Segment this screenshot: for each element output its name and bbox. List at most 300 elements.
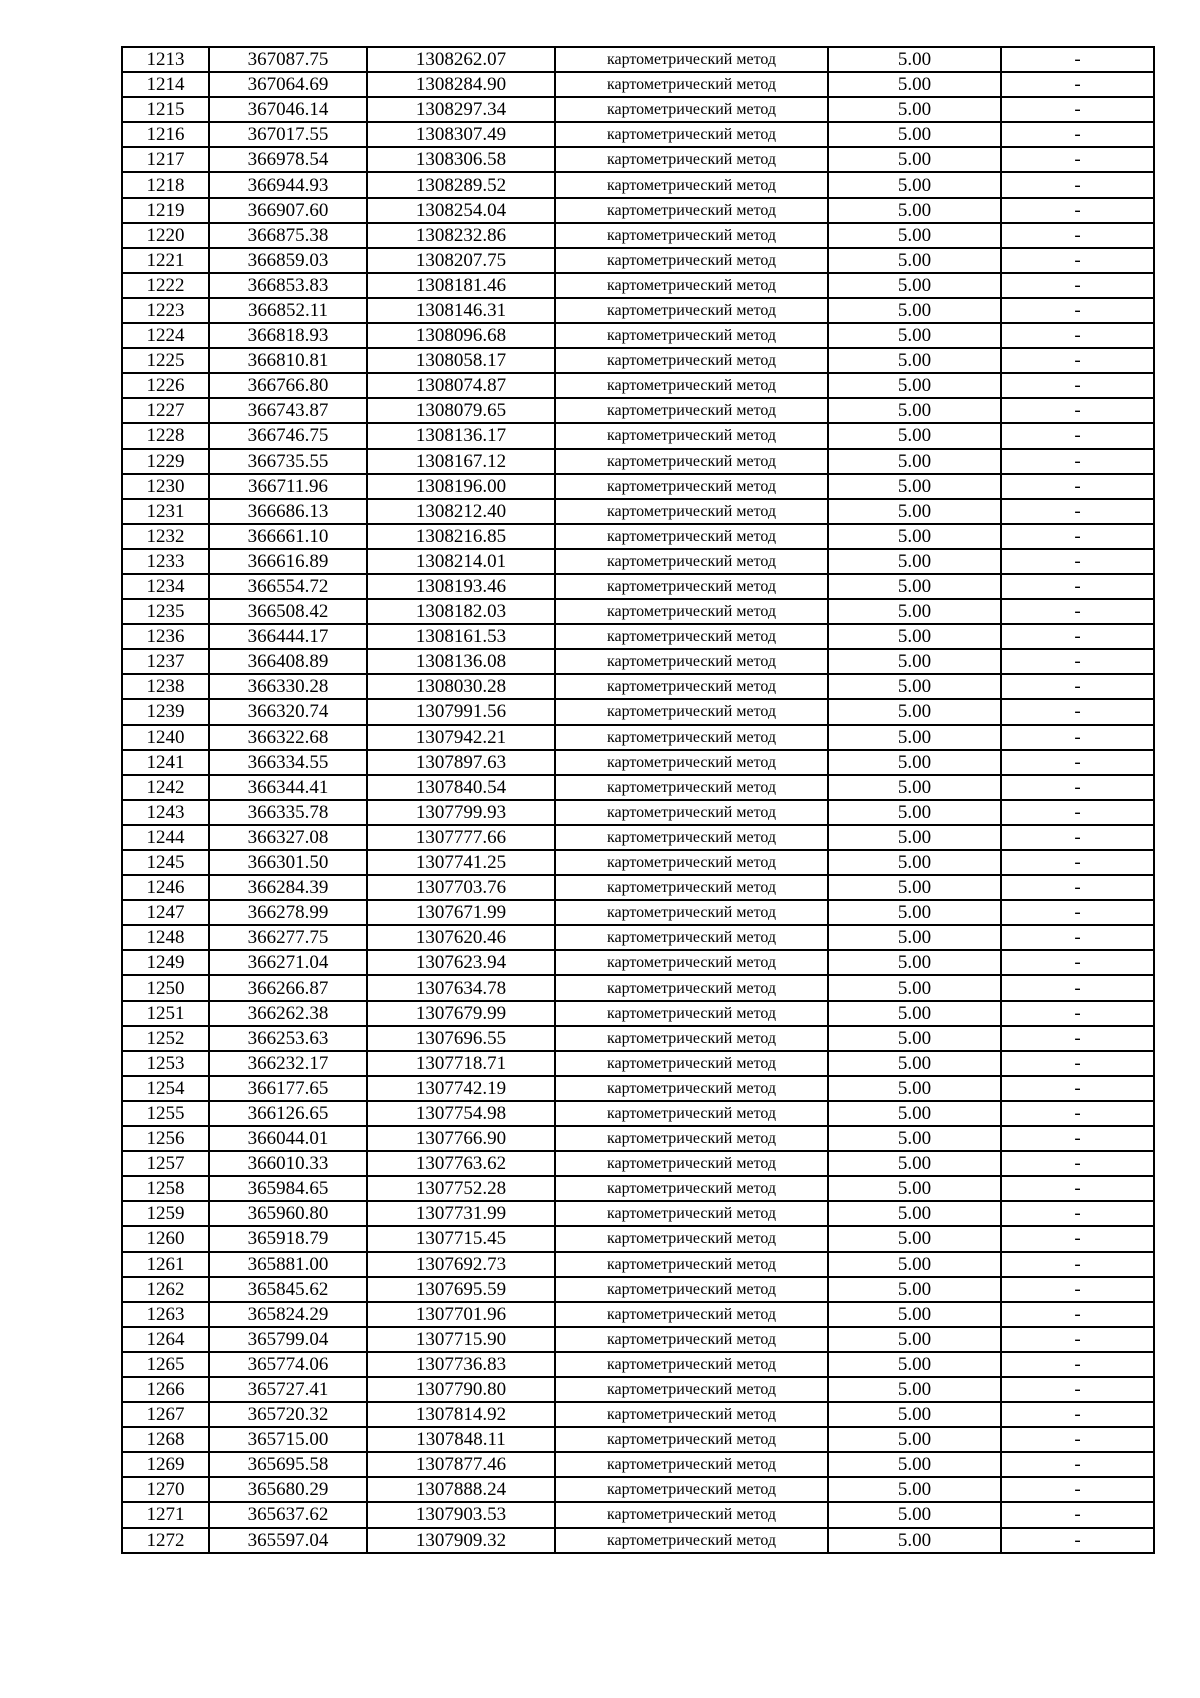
method-cell: картометрический метод [555, 775, 828, 800]
y-coordinate-cell: 1308096.68 [367, 323, 555, 348]
method-cell: картометрический метод [555, 975, 828, 1000]
precision-cell: 5.00 [828, 1176, 1001, 1201]
y-coordinate-cell: 1308214.01 [367, 549, 555, 574]
method-cell: картометрический метод [555, 348, 828, 373]
precision-cell: 5.00 [828, 549, 1001, 574]
note-cell: - [1001, 1001, 1154, 1026]
precision-cell: 5.00 [828, 1452, 1001, 1477]
point-number-cell: 1264 [122, 1327, 209, 1352]
method-cell: картометрический метод [555, 850, 828, 875]
note-cell: - [1001, 725, 1154, 750]
note-cell: - [1001, 423, 1154, 448]
y-coordinate-cell: 1308058.17 [367, 348, 555, 373]
y-coordinate-cell: 1308306.58 [367, 147, 555, 172]
point-number-cell: 1244 [122, 825, 209, 850]
table-row [122, 699, 1154, 724]
method-cell: картометрический метод [555, 248, 828, 273]
precision-cell: 5.00 [828, 449, 1001, 474]
x-coordinate-cell: 365984.65 [209, 1176, 367, 1201]
precision-cell: 5.00 [828, 750, 1001, 775]
precision-cell: 5.00 [828, 699, 1001, 724]
note-cell: - [1001, 1076, 1154, 1101]
point-number-cell: 1228 [122, 423, 209, 448]
point-number-cell: 1232 [122, 524, 209, 549]
precision-cell: 5.00 [828, 273, 1001, 298]
precision-cell: 5.00 [828, 574, 1001, 599]
x-coordinate-cell: 365597.04 [209, 1528, 367, 1553]
precision-cell: 5.00 [828, 423, 1001, 448]
point-number-cell: 1235 [122, 599, 209, 624]
precision-cell: 5.00 [828, 925, 1001, 950]
note-cell: - [1001, 975, 1154, 1000]
point-number-cell: 1238 [122, 674, 209, 699]
point-number-cell: 1250 [122, 975, 209, 1000]
point-number-cell: 1218 [122, 172, 209, 197]
precision-cell: 5.00 [828, 900, 1001, 925]
point-number-cell: 1215 [122, 97, 209, 122]
point-number-cell: 1224 [122, 323, 209, 348]
note-cell: - [1001, 273, 1154, 298]
point-number-cell: 1255 [122, 1101, 209, 1126]
x-coordinate-cell: 366859.03 [209, 248, 367, 273]
note-cell: - [1001, 172, 1154, 197]
method-cell: картометрический метод [555, 198, 828, 223]
note-cell: - [1001, 649, 1154, 674]
method-cell: картометрический метод [555, 1452, 828, 1477]
y-coordinate-cell: 1307701.96 [367, 1302, 555, 1327]
point-number-cell: 1270 [122, 1477, 209, 1502]
precision-cell: 5.00 [828, 1226, 1001, 1251]
method-cell: картометрический метод [555, 172, 828, 197]
precision-cell: 5.00 [828, 725, 1001, 750]
method-cell: картометрический метод [555, 1377, 828, 1402]
table-row [122, 499, 1154, 524]
y-coordinate-cell: 1308212.40 [367, 499, 555, 524]
note-cell: - [1001, 1101, 1154, 1126]
method-cell: картометрический метод [555, 72, 828, 97]
precision-cell: 5.00 [828, 1126, 1001, 1151]
x-coordinate-cell: 366408.89 [209, 649, 367, 674]
y-coordinate-cell: 1307696.55 [367, 1026, 555, 1051]
point-number-cell: 1236 [122, 624, 209, 649]
x-coordinate-cell: 366766.80 [209, 373, 367, 398]
y-coordinate-cell: 1308030.28 [367, 674, 555, 699]
y-coordinate-cell: 1307903.53 [367, 1502, 555, 1527]
method-cell: картометрический метод [555, 1528, 828, 1553]
x-coordinate-cell: 366711.96 [209, 474, 367, 499]
x-coordinate-cell: 366284.39 [209, 875, 367, 900]
point-number-cell: 1259 [122, 1201, 209, 1226]
table-row [122, 1377, 1154, 1402]
x-coordinate-cell: 365845.62 [209, 1277, 367, 1302]
y-coordinate-cell: 1307790.80 [367, 1377, 555, 1402]
note-cell: - [1001, 850, 1154, 875]
x-coordinate-cell: 366661.10 [209, 524, 367, 549]
precision-cell: 5.00 [828, 1402, 1001, 1427]
method-cell: картометрический метод [555, 800, 828, 825]
method-cell: картометрический метод [555, 524, 828, 549]
precision-cell: 5.00 [828, 875, 1001, 900]
precision-cell: 5.00 [828, 950, 1001, 975]
point-number-cell: 1222 [122, 273, 209, 298]
table-row [122, 398, 1154, 423]
point-number-cell: 1237 [122, 649, 209, 674]
method-cell: картометрический метод [555, 1402, 828, 1427]
point-number-cell: 1242 [122, 775, 209, 800]
point-number-cell: 1225 [122, 348, 209, 373]
y-coordinate-cell: 1308196.00 [367, 474, 555, 499]
precision-cell: 5.00 [828, 97, 1001, 122]
table-row [122, 248, 1154, 273]
method-cell: картометрический метод [555, 1302, 828, 1327]
table-row [122, 1001, 1154, 1026]
y-coordinate-cell: 1308079.65 [367, 398, 555, 423]
y-coordinate-cell: 1308136.17 [367, 423, 555, 448]
point-number-cell: 1213 [122, 47, 209, 72]
note-cell: - [1001, 47, 1154, 72]
point-number-cell: 1258 [122, 1176, 209, 1201]
point-number-cell: 1254 [122, 1076, 209, 1101]
table-row [122, 449, 1154, 474]
method-cell: картометрический метод [555, 223, 828, 248]
note-cell: - [1001, 1051, 1154, 1076]
note-cell: - [1001, 1427, 1154, 1452]
point-number-cell: 1262 [122, 1277, 209, 1302]
x-coordinate-cell: 365824.29 [209, 1302, 367, 1327]
x-coordinate-cell: 367087.75 [209, 47, 367, 72]
table-row [122, 273, 1154, 298]
x-coordinate-cell: 366301.50 [209, 850, 367, 875]
precision-cell: 5.00 [828, 1502, 1001, 1527]
y-coordinate-cell: 1307777.66 [367, 825, 555, 850]
table-row [122, 47, 1154, 72]
y-coordinate-cell: 1308136.08 [367, 649, 555, 674]
x-coordinate-cell: 365680.29 [209, 1477, 367, 1502]
precision-cell: 5.00 [828, 599, 1001, 624]
note-cell: - [1001, 1201, 1154, 1226]
note-cell: - [1001, 1327, 1154, 1352]
precision-cell: 5.00 [828, 1076, 1001, 1101]
precision-cell: 5.00 [828, 1101, 1001, 1126]
x-coordinate-cell: 366044.01 [209, 1126, 367, 1151]
y-coordinate-cell: 1307752.28 [367, 1176, 555, 1201]
note-cell: - [1001, 499, 1154, 524]
note-cell: - [1001, 348, 1154, 373]
y-coordinate-cell: 1307703.76 [367, 875, 555, 900]
method-cell: картометрический метод [555, 1327, 828, 1352]
x-coordinate-cell: 366320.74 [209, 699, 367, 724]
point-number-cell: 1239 [122, 699, 209, 724]
y-coordinate-cell: 1307814.92 [367, 1402, 555, 1427]
point-number-cell: 1221 [122, 248, 209, 273]
point-number-cell: 1265 [122, 1352, 209, 1377]
table-row [122, 825, 1154, 850]
y-coordinate-cell: 1307692.73 [367, 1252, 555, 1277]
note-cell: - [1001, 72, 1154, 97]
y-coordinate-cell: 1307741.25 [367, 850, 555, 875]
y-coordinate-cell: 1307888.24 [367, 1477, 555, 1502]
y-coordinate-cell: 1307736.83 [367, 1352, 555, 1377]
note-cell: - [1001, 925, 1154, 950]
table-row [122, 725, 1154, 750]
x-coordinate-cell: 366686.13 [209, 499, 367, 524]
x-coordinate-cell: 366907.60 [209, 198, 367, 223]
method-cell: картометрический метод [555, 699, 828, 724]
precision-cell: 5.00 [828, 524, 1001, 549]
note-cell: - [1001, 699, 1154, 724]
note-cell: - [1001, 1302, 1154, 1327]
precision-cell: 5.00 [828, 674, 1001, 699]
method-cell: картометрический метод [555, 122, 828, 147]
point-number-cell: 1220 [122, 223, 209, 248]
y-coordinate-cell: 1307766.90 [367, 1126, 555, 1151]
table-row [122, 1402, 1154, 1427]
table-row [122, 97, 1154, 122]
x-coordinate-cell: 366735.55 [209, 449, 367, 474]
point-number-cell: 1268 [122, 1427, 209, 1452]
note-cell: - [1001, 198, 1154, 223]
point-number-cell: 1269 [122, 1452, 209, 1477]
y-coordinate-cell: 1307840.54 [367, 775, 555, 800]
precision-cell: 5.00 [828, 1252, 1001, 1277]
note-cell: - [1001, 1452, 1154, 1477]
x-coordinate-cell: 367064.69 [209, 72, 367, 97]
x-coordinate-cell: 366177.65 [209, 1076, 367, 1101]
x-coordinate-cell: 365637.62 [209, 1502, 367, 1527]
method-cell: картометрический метод [555, 323, 828, 348]
precision-cell: 5.00 [828, 248, 1001, 273]
x-coordinate-cell: 366818.93 [209, 323, 367, 348]
table-row [122, 775, 1154, 800]
point-number-cell: 1227 [122, 398, 209, 423]
method-cell: картометрический метод [555, 624, 828, 649]
note-cell: - [1001, 825, 1154, 850]
y-coordinate-cell: 1307671.99 [367, 900, 555, 925]
point-number-cell: 1214 [122, 72, 209, 97]
table-row [122, 72, 1154, 97]
y-coordinate-cell: 1307848.11 [367, 1427, 555, 1452]
method-cell: картометрический метод [555, 875, 828, 900]
x-coordinate-cell: 365715.00 [209, 1427, 367, 1452]
table-row [122, 1528, 1154, 1553]
method-cell: картометрический метод [555, 674, 828, 699]
note-cell: - [1001, 449, 1154, 474]
method-cell: картометрический метод [555, 549, 828, 574]
y-coordinate-cell: 1307991.56 [367, 699, 555, 724]
method-cell: картометрический метод [555, 950, 828, 975]
x-coordinate-cell: 367046.14 [209, 97, 367, 122]
precision-cell: 5.00 [828, 122, 1001, 147]
precision-cell: 5.00 [828, 975, 1001, 1000]
x-coordinate-cell: 367017.55 [209, 122, 367, 147]
table-row [122, 474, 1154, 499]
point-number-cell: 1266 [122, 1377, 209, 1402]
precision-cell: 5.00 [828, 1327, 1001, 1352]
point-number-cell: 1216 [122, 122, 209, 147]
method-cell: картометрический метод [555, 1427, 828, 1452]
precision-cell: 5.00 [828, 298, 1001, 323]
table-row [122, 524, 1154, 549]
table-row [122, 1327, 1154, 1352]
precision-cell: 5.00 [828, 800, 1001, 825]
point-number-cell: 1223 [122, 298, 209, 323]
table-row [122, 172, 1154, 197]
note-cell: - [1001, 599, 1154, 624]
table-row [122, 1201, 1154, 1226]
method-cell: картометрический метод [555, 449, 828, 474]
note-cell: - [1001, 398, 1154, 423]
y-coordinate-cell: 1307634.78 [367, 975, 555, 1000]
method-cell: картометрический метод [555, 825, 828, 850]
x-coordinate-cell: 366126.65 [209, 1101, 367, 1126]
method-cell: картометрический метод [555, 1001, 828, 1026]
precision-cell: 5.00 [828, 649, 1001, 674]
y-coordinate-cell: 1307718.71 [367, 1051, 555, 1076]
method-cell: картометрический метод [555, 423, 828, 448]
point-number-cell: 1260 [122, 1226, 209, 1251]
method-cell: картометрический метод [555, 1201, 828, 1226]
point-number-cell: 1231 [122, 499, 209, 524]
table-row [122, 198, 1154, 223]
x-coordinate-cell: 365799.04 [209, 1327, 367, 1352]
y-coordinate-cell: 1307620.46 [367, 925, 555, 950]
method-cell: картометрический метод [555, 725, 828, 750]
y-coordinate-cell: 1307763.62 [367, 1151, 555, 1176]
x-coordinate-cell: 366853.83 [209, 273, 367, 298]
precision-cell: 5.00 [828, 850, 1001, 875]
precision-cell: 5.00 [828, 72, 1001, 97]
precision-cell: 5.00 [828, 223, 1001, 248]
table-row [122, 800, 1154, 825]
note-cell: - [1001, 323, 1154, 348]
precision-cell: 5.00 [828, 825, 1001, 850]
y-coordinate-cell: 1308307.49 [367, 122, 555, 147]
method-cell: картометрический метод [555, 1277, 828, 1302]
point-number-cell: 1248 [122, 925, 209, 950]
note-cell: - [1001, 875, 1154, 900]
x-coordinate-cell: 366327.08 [209, 825, 367, 850]
y-coordinate-cell: 1307715.90 [367, 1327, 555, 1352]
note-cell: - [1001, 248, 1154, 273]
note-cell: - [1001, 1502, 1154, 1527]
method-cell: картометрический метод [555, 1026, 828, 1051]
note-cell: - [1001, 298, 1154, 323]
table-row [122, 599, 1154, 624]
note-cell: - [1001, 950, 1154, 975]
x-coordinate-cell: 366335.78 [209, 800, 367, 825]
point-number-cell: 1267 [122, 1402, 209, 1427]
table-row [122, 122, 1154, 147]
table-row [122, 1452, 1154, 1477]
y-coordinate-cell: 1308161.53 [367, 624, 555, 649]
note-cell: - [1001, 1377, 1154, 1402]
y-coordinate-cell: 1307942.21 [367, 725, 555, 750]
x-coordinate-cell: 366944.93 [209, 172, 367, 197]
y-coordinate-cell: 1308181.46 [367, 273, 555, 298]
method-cell: картометрический метод [555, 574, 828, 599]
point-number-cell: 1271 [122, 1502, 209, 1527]
table-row [122, 1477, 1154, 1502]
precision-cell: 5.00 [828, 1001, 1001, 1026]
table-row [122, 649, 1154, 674]
precision-cell: 5.00 [828, 1528, 1001, 1553]
precision-cell: 5.00 [828, 348, 1001, 373]
point-number-cell: 1229 [122, 449, 209, 474]
note-cell: - [1001, 122, 1154, 147]
table-row [122, 1126, 1154, 1151]
table-row [122, 1226, 1154, 1251]
note-cell: - [1001, 1126, 1154, 1151]
x-coordinate-cell: 366444.17 [209, 624, 367, 649]
coordinates-table [121, 46, 1155, 1554]
method-cell: картометрический метод [555, 398, 828, 423]
x-coordinate-cell: 366978.54 [209, 147, 367, 172]
x-coordinate-cell: 366322.68 [209, 725, 367, 750]
x-coordinate-cell: 366010.33 [209, 1151, 367, 1176]
x-coordinate-cell: 365727.41 [209, 1377, 367, 1402]
coordinates-table-body [122, 47, 1154, 1553]
table-row [122, 624, 1154, 649]
y-coordinate-cell: 1307679.99 [367, 1001, 555, 1026]
y-coordinate-cell: 1308297.34 [367, 97, 555, 122]
method-cell: картометрический метод [555, 1502, 828, 1527]
method-cell: картометрический метод [555, 1101, 828, 1126]
note-cell: - [1001, 900, 1154, 925]
table-row [122, 1427, 1154, 1452]
table-row [122, 574, 1154, 599]
table-row [122, 423, 1154, 448]
method-cell: картометрический метод [555, 298, 828, 323]
precision-cell: 5.00 [828, 373, 1001, 398]
method-cell: картометрический метод [555, 1352, 828, 1377]
method-cell: картометрический метод [555, 273, 828, 298]
precision-cell: 5.00 [828, 474, 1001, 499]
y-coordinate-cell: 1308232.86 [367, 223, 555, 248]
precision-cell: 5.00 [828, 1352, 1001, 1377]
method-cell: картометрический метод [555, 1076, 828, 1101]
x-coordinate-cell: 366271.04 [209, 950, 367, 975]
y-coordinate-cell: 1307897.63 [367, 750, 555, 775]
point-number-cell: 1261 [122, 1252, 209, 1277]
point-number-cell: 1234 [122, 574, 209, 599]
x-coordinate-cell: 366232.17 [209, 1051, 367, 1076]
x-coordinate-cell: 366616.89 [209, 549, 367, 574]
table-row [122, 1151, 1154, 1176]
x-coordinate-cell: 366508.42 [209, 599, 367, 624]
point-number-cell: 1249 [122, 950, 209, 975]
precision-cell: 5.00 [828, 775, 1001, 800]
table-row [122, 1076, 1154, 1101]
note-cell: - [1001, 1026, 1154, 1051]
y-coordinate-cell: 1308254.04 [367, 198, 555, 223]
point-number-cell: 1219 [122, 198, 209, 223]
point-number-cell: 1230 [122, 474, 209, 499]
method-cell: картометрический метод [555, 147, 828, 172]
y-coordinate-cell: 1308207.75 [367, 248, 555, 273]
method-cell: картометрический метод [555, 97, 828, 122]
table-row [122, 925, 1154, 950]
point-number-cell: 1246 [122, 875, 209, 900]
method-cell: картометрический метод [555, 1151, 828, 1176]
y-coordinate-cell: 1307799.93 [367, 800, 555, 825]
note-cell: - [1001, 147, 1154, 172]
x-coordinate-cell: 366278.99 [209, 900, 367, 925]
table-row [122, 1277, 1154, 1302]
precision-cell: 5.00 [828, 147, 1001, 172]
table-row [122, 549, 1154, 574]
note-cell: - [1001, 1252, 1154, 1277]
method-cell: картометрический метод [555, 900, 828, 925]
